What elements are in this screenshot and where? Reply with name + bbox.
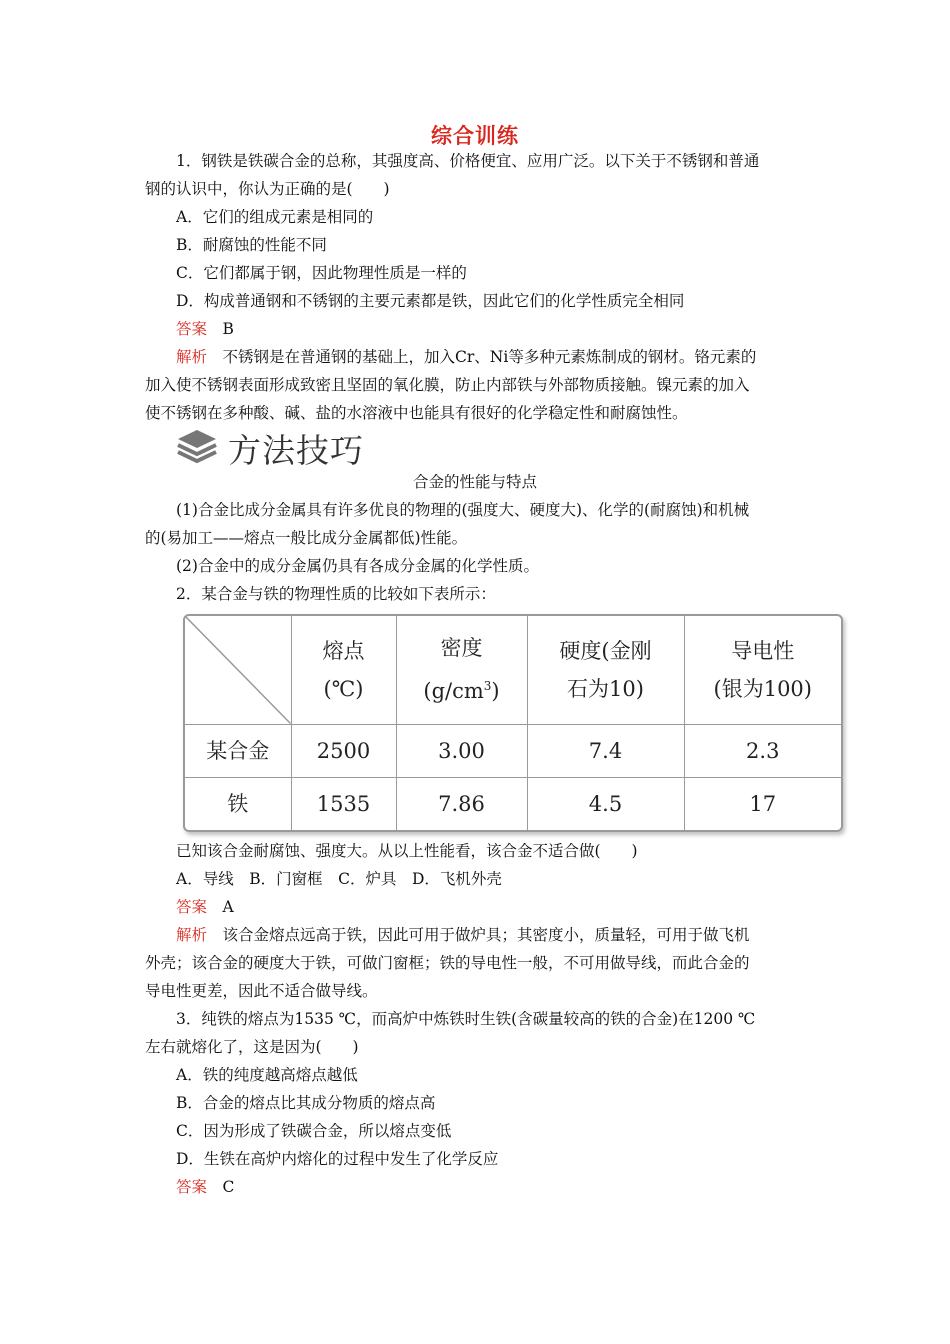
q1-stem-line-2: 钢的认识中，你认为正确的是( ) — [145, 180, 390, 198]
q1-option-b: B．耐腐蚀的性能不同 — [176, 236, 327, 254]
method-p1-line-1: (1)合金比成分金属具有许多优良的物理的(强度大、硬度大)、化学的(耐腐蚀)和机械 — [176, 501, 750, 519]
q2-options: A．导线 B．门窗框 C．炉具 D．飞机外壳 — [176, 870, 502, 888]
answer-label: 答案 — [176, 898, 208, 916]
diagonal-header-cell — [185, 616, 291, 724]
table-cell: 7.4 — [527, 724, 684, 777]
q2-stem: 2．某合金与铁的物理性质的比较如下表所示： — [176, 585, 496, 603]
q2-analysis-line-2: 外壳；该合金的硬度大于铁，可做门窗框；铁的导电性一般，不可用做导线，而此合金的 — [145, 954, 750, 972]
q3-stem-line-1: 3．纯铁的熔点为1535 ℃，而高炉中炼铁时生铁(含碳量较高的铁的合金)在1200 ℃ — [176, 1010, 756, 1028]
method-p1-line-2: 的(易加工——熔点一般比成分金属都低)性能。 — [145, 529, 468, 547]
q2-analysis-line-1 — [176, 924, 750, 946]
header-conductivity — [684, 616, 841, 724]
q3-stem-line-2: 左右就熔化了，这是因为( ) — [145, 1038, 359, 1056]
q2-after-table: 已知该合金耐腐蚀、强度大。从以上性能看，该合金不适合做( ) — [176, 842, 638, 860]
answer-label: 答案 — [176, 320, 208, 338]
q1-answer — [176, 318, 234, 340]
method-heading — [176, 426, 364, 470]
table-cell: 1535 — [291, 777, 396, 830]
analysis-label: 解析 — [176, 348, 208, 366]
row-name: 铁 — [185, 777, 291, 830]
answer-value: A — [222, 898, 234, 916]
q1-stem-line-1: 1．钢铁是铁碳合金的总称，其强度高、价格便宜、应用广泛。以下关于不锈钢和普通 — [176, 152, 760, 170]
header-hardness — [527, 616, 684, 724]
answer-label: 答案 — [176, 1178, 208, 1196]
table-cell: 2500 — [291, 724, 396, 777]
q1-option-c: C．它们都属于钢，因此物理性质是一样的 — [176, 264, 467, 282]
q1-analysis-line-3: 使不锈钢在多种酸、碱、盐的水溶液中也能具有很好的化学稳定性和耐腐蚀性。 — [145, 404, 688, 422]
q3-option-c: C．因为形成了铁碳合金，所以熔点变低 — [176, 1122, 452, 1140]
table-cell: 7.86 — [396, 777, 527, 830]
method-subheading: 合金的性能与特点 — [412, 473, 537, 491]
q3-answer — [176, 1176, 234, 1198]
density-unit: (g/cm — [423, 679, 484, 704]
analysis-text: 不锈钢是在普通钢的基础上，加入Cr、Ni等多种元素炼制成的钢材。铬元素的 — [222, 348, 757, 366]
analysis-text: 该合金熔点远高于铁，因此可用于做炉具；其密度小，质量轻，可用于做飞机 — [222, 926, 750, 944]
header-line: 密度 — [440, 636, 483, 661]
page-title: 综合训练 — [431, 124, 519, 148]
table-row — [185, 724, 841, 777]
header-melting-point — [291, 616, 396, 724]
header-line — [398, 667, 526, 710]
analysis-label: 解析 — [176, 926, 208, 944]
q1-option-d: D．构成普通钢和不锈钢的主要元素都是铁，因此它们的化学性质完全相同 — [176, 292, 685, 310]
table-cell: 4.5 — [527, 777, 684, 830]
q3-option-b: B．合金的熔点比其成分物质的熔点高 — [176, 1094, 436, 1112]
row-name: 某合金 — [185, 724, 291, 777]
header-line: (℃) — [323, 676, 364, 701]
table-cell: 17 — [684, 777, 841, 830]
table-cell: 3.00 — [396, 724, 527, 777]
header-line: 熔点 — [322, 638, 365, 663]
property-table — [183, 614, 843, 832]
table-row — [185, 777, 841, 830]
answer-value: B — [222, 320, 234, 338]
q2-answer — [176, 896, 234, 918]
header-line: 石为10) — [567, 676, 644, 701]
answer-value: C — [222, 1178, 235, 1196]
method-p2: (2)合金中的成分金属仍具有各成分金属的化学性质。 — [176, 557, 539, 575]
q3-option-a: A．铁的纯度越高熔点越低 — [176, 1066, 358, 1084]
density-unit-close: ) — [491, 679, 500, 704]
layers-icon — [176, 428, 218, 468]
header-line: (银为100) — [713, 676, 812, 701]
method-heading-text: 方法技巧 — [228, 430, 364, 470]
header-line: 导电性 — [731, 638, 795, 663]
q1-analysis-line-1 — [176, 346, 756, 368]
q1-analysis-line-2: 加入使不锈钢表面形成致密且坚固的氧化膜，防止内部铁与外部物质接触。镍元素的加入 — [145, 376, 750, 394]
header-line: 硬度(金刚 — [559, 638, 652, 663]
q1-option-a: A．它们的组成元素是相同的 — [176, 208, 374, 226]
density-unit-sup: 3 — [483, 679, 492, 694]
q2-analysis-line-3: 导电性更差，因此不适合做导线。 — [145, 982, 378, 1000]
header-density — [396, 616, 527, 724]
table-cell: 2.3 — [684, 724, 841, 777]
q3-option-d: D．生铁在高炉内熔化的过程中发生了化学反应 — [176, 1150, 499, 1168]
table-header-row — [185, 616, 841, 724]
